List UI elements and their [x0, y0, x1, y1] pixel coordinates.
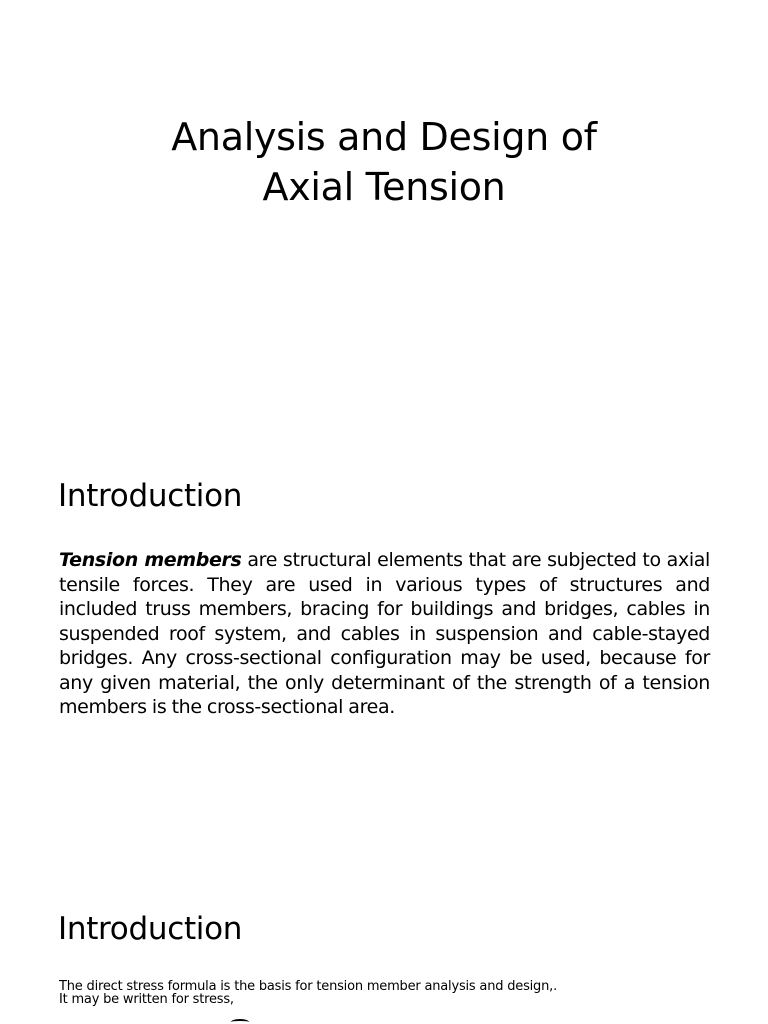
introduction-paragraph-2-line-1: The direct stress formula is the basis for tension member analysis and design,.	[59, 979, 558, 994]
slide-title-line-1: Analysis and Design of	[171, 115, 597, 159]
introduction-heading-2: Introduction	[58, 911, 243, 947]
slide-title	[60, 112, 708, 212]
introduction-paragraph-2-line-2: It may be written for stress,	[59, 992, 234, 1007]
title-slide	[0, 0, 768, 430]
introduction-paragraph-1	[59, 548, 710, 720]
slide-title-line-2: Axial Tension	[262, 165, 506, 209]
introduction-paragraph-2	[59, 980, 719, 1006]
introduction-paragraph-1-text: are structural elements that are subjected to axial tensile forces. They are used in various types of structures and included truss members, bracing for buildings and bridges, cables in suspended roof system, and cables in suspension and cable-stayed bridges. Any cross-sectional configuration may be used, because for any given material, the only determinant of the strength of a tension members is the cross-sectional area.	[59, 549, 710, 718]
cut-off-formula-glyph	[231, 1019, 249, 1024]
introduction-heading-1: Introduction	[58, 478, 243, 514]
tension-members-term: Tension members	[59, 549, 242, 571]
